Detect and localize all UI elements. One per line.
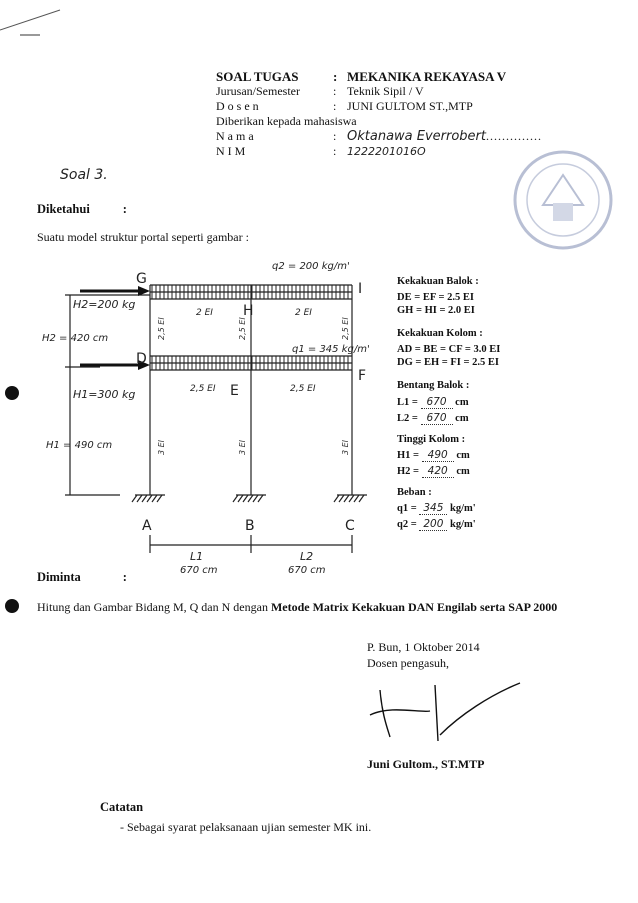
portal-diagram [40, 255, 390, 585]
node-f: F [358, 368, 367, 384]
bentang-l1: L1 = 670 cm [397, 396, 469, 408]
node-b: B [245, 518, 255, 534]
beban-q1: q1 = 345 kg/m' [397, 502, 476, 514]
student-nim: 1222201016O [347, 145, 426, 158]
label-col-be: 3 EI [238, 439, 247, 455]
header-block [216, 69, 542, 159]
header-row-title: SOAL TUGAS : MEKANIKA REKAYASA V [216, 69, 507, 84]
signature-name: Juni Gultom., ST.MTP [367, 757, 485, 771]
node-i: I [358, 281, 363, 297]
university-stamp [508, 145, 618, 255]
label-col-dg: 2,5 EI [157, 317, 166, 340]
label-col-ad: 3 EI [157, 439, 166, 455]
label-l2-val: 670 cm [288, 565, 326, 576]
label-col-cf: 3 EI [341, 439, 350, 455]
properties-block [397, 275, 500, 531]
diminta-label: Diminta : [37, 570, 127, 584]
signature-role: Dosen pengasuh, [367, 656, 449, 670]
label-beam-hi: 2 EI [295, 308, 312, 318]
label-col-fi: 2,5 EI [341, 317, 350, 340]
label-l2: L2 [300, 550, 314, 563]
label-col-eh: 2,5 EI [238, 317, 247, 340]
signature-place-date: P. Bun, 1 Oktober 2014 [367, 640, 480, 654]
label-h1-load: H1=300 kg [73, 388, 136, 401]
header-row-dosen: D o s e n : JUNI GULTOM ST.,MTP [216, 99, 473, 113]
punch-hole-bottom [5, 599, 19, 613]
catatan-label: Catatan [100, 800, 144, 814]
tinggi-h1: H1 = 490 cm [397, 449, 470, 461]
bentang-l2: L2 = 670 cm [397, 412, 469, 424]
node-g: G [136, 271, 147, 287]
node-a: A [142, 518, 152, 534]
balok-title: Kekakuan Balok : [397, 276, 479, 287]
punch-hole-top [5, 386, 19, 400]
header-row-nim: N I M : 1222201016O [216, 144, 426, 158]
node-c: C [345, 518, 355, 534]
handwritten-signature [360, 675, 530, 745]
balok-gh-hi: GH = HI = 2.0 EI [397, 305, 475, 316]
header-row-diberikan: Diberikan kepada mahasiswa [216, 114, 357, 128]
kolom-dg-eh-fi: DG = EH = FI = 2.5 EI [397, 357, 499, 368]
catatan-item: - Sebagai syarat pelaksanaan ujian semester MK ini. [120, 820, 372, 834]
balok-de-ef: DE = EF = 2.5 EI [397, 292, 474, 303]
supports [132, 495, 367, 502]
node-e: E [230, 383, 239, 399]
label-beam-gh: 2 EI [196, 308, 213, 318]
label-beam-ef: 2,5 EI [290, 384, 316, 394]
header-row-nama: N a m a : Oktanawa Everrobert.............. [216, 129, 543, 144]
node-h: H [243, 303, 254, 319]
label-q2: q2 = 200 kg/m' [272, 261, 350, 272]
student-name: Oktanawa Everrobert [347, 129, 487, 144]
soal-number: Soal 3. [60, 167, 108, 183]
tinggi-h2: H2 = 420 cm [397, 465, 470, 477]
diketahui-label: Diketahui : [37, 202, 127, 216]
label-l1-val: 670 cm [180, 565, 218, 576]
label-h2-load: H2=200 kg [73, 298, 136, 311]
label-h1-height: H1 = 490 cm [46, 440, 113, 451]
scan-stroke [0, 10, 60, 30]
task-text: Hitung dan Gambar Bidang M, Q dan N dengan Metode Matrix Kekakuan DAN Engilab serta SAP 2000 [37, 600, 558, 614]
tinggi-title: Tinggi Kolom : [397, 434, 466, 445]
node-d: D [136, 351, 147, 367]
beban-title: Beban : [397, 487, 432, 498]
intro-text: Suatu model struktur portal seperti gambar : [37, 230, 249, 244]
label-h2-height: H2 = 420 cm [42, 333, 109, 344]
kolom-ad-be-cf: AD = BE = CF = 3.0 EI [397, 344, 501, 355]
label-l1: L1 [190, 550, 204, 563]
header-row-jurusan: Jurusan/Semester : Teknik Sipil / V [216, 84, 424, 98]
label-beam-de: 2,5 EI [190, 384, 216, 394]
bentang-title: Bentang Balok : [397, 380, 470, 391]
kolom-title: Kekakuan Kolom : [397, 328, 483, 339]
label-q1: q1 = 345 kg/m' [292, 344, 370, 355]
beban-q2: q2 = 200 kg/m' [397, 518, 476, 530]
